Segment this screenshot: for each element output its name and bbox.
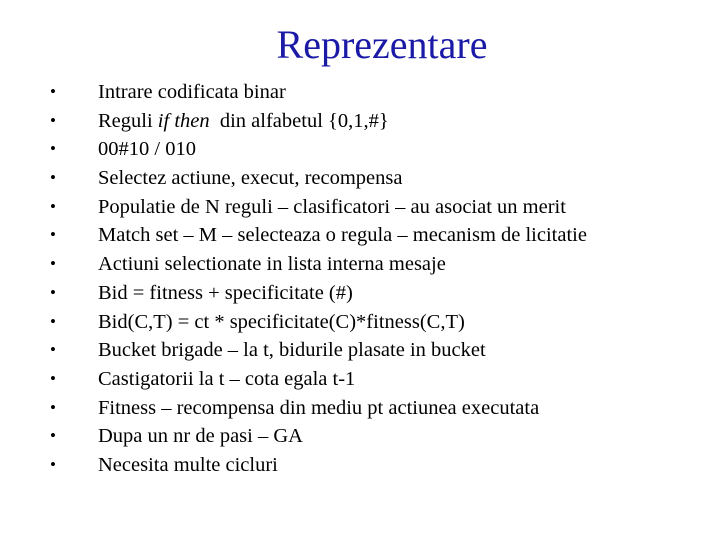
- bullet-text-part: din alfabetul {0,1,#}: [209, 109, 389, 132]
- bullet-text: Bid = fitness + specificitate (#): [98, 281, 353, 304]
- bullet-text: Necesita multe cicluri: [98, 453, 278, 476]
- bullet-icon: •: [50, 139, 56, 159]
- bullet-text: Match set – M – selecteaza o regula – mecanism de licitatie: [98, 224, 587, 247]
- bullet-text: 00#10 / 010: [98, 138, 196, 161]
- bullet-icon: •: [50, 82, 56, 101]
- bullet-text-italic: if then: [157, 109, 210, 132]
- bullet-text: Selectez actiune, execut, recompensa: [98, 167, 403, 190]
- bullet-text: Fitness – recompensa din mediu pt actiunea executata: [98, 396, 540, 419]
- slide-title: Reprezentare: [276, 22, 488, 67]
- bullet-icon: •: [50, 368, 56, 388]
- bullet-text: Populatie de N reguli – clasificatori – au asociat un merit: [98, 195, 566, 218]
- bullet-icon: •: [50, 397, 56, 417]
- bullet-text: Bid(C,T) = ct * specificitate(C)*fitness(C,T): [98, 310, 465, 333]
- bullet-text: Castigatorii la t – cota egala t-1: [98, 367, 356, 390]
- bullet-text: Intrare codificata binar: [98, 81, 286, 103]
- bullet-icon: •: [50, 110, 56, 130]
- bullet-text: [98, 107, 389, 136]
- bullet-icon: •: [50, 311, 56, 331]
- bullet-text-part: Reguli: [98, 109, 158, 132]
- bullet-text: Dupa un nr de pasi – GA: [98, 425, 303, 448]
- bullet-text: Actiuni selectionate in lista interna mesaje: [98, 253, 446, 276]
- bullet-icon: •: [50, 340, 56, 360]
- bullet-icon: •: [50, 196, 56, 216]
- bullet-icon: •: [50, 426, 56, 446]
- bullet-icon: •: [50, 254, 56, 274]
- bullet-icon: •: [50, 282, 56, 302]
- bullet-text: Bucket brigade – la t, bidurile plasate in bucket: [98, 339, 486, 362]
- bullet-icon: •: [50, 168, 56, 188]
- bullet-icon: •: [50, 454, 56, 474]
- bullet-icon: •: [50, 225, 56, 245]
